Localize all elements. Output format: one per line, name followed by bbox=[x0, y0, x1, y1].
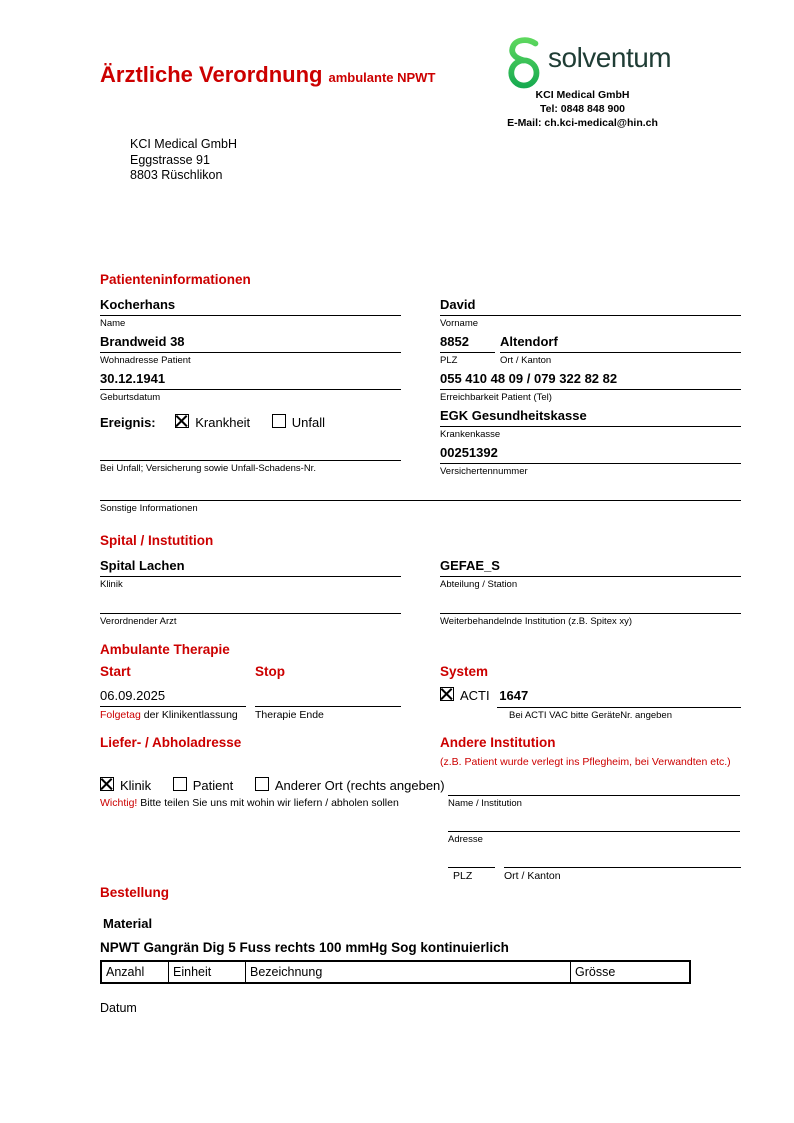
field-weiterbehandelnde bbox=[440, 613, 741, 627]
field-name-label: Name bbox=[100, 318, 126, 329]
contact-tel: Tel: 0848 848 900 bbox=[539, 103, 626, 115]
field-ort bbox=[500, 333, 741, 366]
liefer-option-anderer-ort bbox=[255, 778, 445, 793]
field-geraetenr bbox=[497, 707, 741, 721]
field-krankenkasse-value: EGK Gesundheitskasse bbox=[440, 407, 741, 427]
field-krankenkasse-label: Krankenkasse bbox=[440, 429, 501, 440]
system-row bbox=[440, 687, 528, 703]
contact-block bbox=[470, 88, 695, 130]
checkbox-unfall-label: Unfall bbox=[291, 415, 326, 430]
andere-subheading: (z.B. Patient wurde verlegt ins Pflegheim, bei Verwandten etc.) bbox=[440, 756, 731, 768]
field-abteilung bbox=[440, 557, 741, 590]
material-table bbox=[100, 960, 691, 984]
field-geraetenr-label: Bei ACTI VAC bitte GeräteNr. angeben bbox=[509, 710, 672, 721]
liefer-note-text: Bitte teilen Sie uns mit wohin wir liefern / abholen sollen bbox=[137, 797, 399, 809]
checkbox-liefer-klinik[interactable] bbox=[100, 777, 114, 791]
field-klinik-label: Klinik bbox=[100, 579, 123, 590]
page-title-main: Ärztliche Verordnung bbox=[100, 62, 323, 87]
checkbox-liefer-patient-label: Patient bbox=[192, 778, 234, 793]
field-start-label-red: Folgetag bbox=[100, 709, 141, 721]
solventum-wordmark: solventum bbox=[548, 42, 672, 73]
field-andere-plz bbox=[448, 867, 495, 882]
field-ort-value: Altendorf bbox=[500, 333, 741, 353]
contact-email: E-Mail: ch.kci-medical@hin.ch bbox=[507, 117, 658, 129]
field-andere-adresse bbox=[448, 831, 740, 845]
checkbox-krankheit-label: Krankheit bbox=[195, 415, 251, 430]
field-abteilung-label: Abteilung / Station bbox=[440, 579, 518, 590]
field-erreichbarkeit bbox=[440, 370, 741, 403]
field-stop-label: Therapie Ende bbox=[255, 709, 324, 721]
field-andere-adresse-label: Adresse bbox=[448, 834, 483, 845]
column-header-groesse: Grösse bbox=[571, 961, 691, 983]
field-wohnadresse bbox=[100, 333, 401, 366]
liefer-options-row bbox=[100, 777, 463, 793]
field-wohnadresse-value: Brandweid 38 bbox=[100, 333, 401, 353]
field-wohnadresse-label: Wohnadresse Patient bbox=[100, 355, 191, 366]
liefer-option-klinik bbox=[100, 778, 155, 793]
field-abteilung-value: GEFAE_S bbox=[440, 557, 741, 577]
column-header-anzahl: Anzahl bbox=[101, 961, 169, 983]
sender-company: KCI Medical GmbH bbox=[130, 137, 237, 151]
ereignis-option-unfall bbox=[272, 415, 325, 430]
field-sonstige bbox=[100, 500, 741, 514]
field-start bbox=[100, 687, 246, 721]
field-name-value: Kocherhans bbox=[100, 296, 401, 316]
subheading-start: Start bbox=[100, 664, 131, 679]
field-andere-name-label: Name / Institution bbox=[448, 798, 522, 809]
column-header-bezeichnung: Bezeichnung bbox=[246, 961, 571, 983]
field-klinik bbox=[100, 557, 401, 590]
solventum-logo-icon bbox=[505, 36, 547, 92]
field-arzt-label: Verordnender Arzt bbox=[100, 616, 177, 627]
datum-label: Datum bbox=[100, 1001, 137, 1015]
ereignis-row bbox=[100, 414, 343, 430]
field-stop bbox=[255, 687, 401, 721]
field-vorname-value: David bbox=[440, 296, 741, 316]
field-geburtsdatum bbox=[100, 370, 401, 403]
checkbox-acti-label: ACTI bbox=[460, 688, 490, 703]
checkbox-liefer-anderer-ort-label: Anderer Ort (rechts angeben) bbox=[274, 778, 445, 793]
section-heading-bestellung: Bestellung bbox=[100, 885, 170, 900]
field-name bbox=[100, 296, 401, 329]
sender-address bbox=[130, 137, 237, 184]
field-versichertennummer-value: 00251392 bbox=[440, 444, 741, 464]
field-stop-value[interactable] bbox=[255, 687, 401, 707]
checkbox-liefer-klinik-label: Klinik bbox=[120, 778, 152, 793]
field-andere-ort bbox=[504, 867, 741, 882]
checkbox-acti[interactable] bbox=[440, 687, 454, 701]
field-andere-name bbox=[448, 795, 740, 809]
field-erreichbarkeit-label: Erreichbarkeit Patient (Tel) bbox=[440, 392, 552, 403]
field-klinik-value: Spital Lachen bbox=[100, 557, 401, 577]
field-weiterbehandelnde-label: Weiterbehandelnde Institution (z.B. Spitex xy) bbox=[440, 616, 633, 627]
section-heading-therapie: Ambulante Therapie bbox=[100, 642, 230, 657]
field-arzt bbox=[100, 613, 401, 627]
field-plz-label: PLZ bbox=[440, 355, 458, 366]
field-andere-ort-label: Ort / Kanton bbox=[504, 870, 561, 882]
field-geburtsdatum-label: Geburtsdatum bbox=[100, 392, 161, 403]
contact-company: KCI Medical GmbH bbox=[535, 89, 630, 101]
field-start-label bbox=[100, 707, 246, 721]
liefer-option-patient bbox=[173, 778, 237, 793]
column-header-einheit: Einheit bbox=[169, 961, 246, 983]
field-unfall-nr-label: Bei Unfall; Versicherung sowie Unfall-Schadens-Nr. bbox=[100, 463, 316, 474]
order-description: NPWT Gangrän Dig 5 Fuss rechts 100 mmHg Sog kontinuierlich bbox=[100, 940, 509, 955]
checkbox-krankheit[interactable] bbox=[175, 414, 189, 428]
checkbox-unfall[interactable] bbox=[272, 414, 286, 428]
field-erreichbarkeit-value: 055 410 48 09 / 079 322 82 82 bbox=[440, 370, 741, 390]
subheading-system: System bbox=[440, 664, 489, 679]
field-plz-value: 8852 bbox=[440, 333, 495, 353]
field-versichertennummer bbox=[440, 444, 741, 477]
sender-city: 8803 Rüschlikon bbox=[130, 168, 223, 182]
section-heading-patient: Patienteninformationen bbox=[100, 272, 251, 287]
material-table-header-row bbox=[101, 961, 690, 983]
field-krankenkasse bbox=[440, 407, 741, 440]
ereignis-label: Ereignis: bbox=[100, 415, 156, 430]
liefer-note-important: Wichtig! bbox=[100, 797, 138, 809]
field-start-label-rest: der Klinikentlassung bbox=[140, 709, 238, 721]
section-heading-spital: Spital / Instutition bbox=[100, 533, 214, 548]
sender-street: Eggstrasse 91 bbox=[130, 152, 210, 167]
section-heading-liefer: Liefer- / Abholadresse bbox=[100, 735, 242, 750]
section-heading-andere: Andere Institution bbox=[440, 735, 556, 750]
field-ort-label: Ort / Kanton bbox=[500, 355, 552, 366]
system-device-number: 1647 bbox=[499, 688, 529, 703]
checkbox-liefer-anderer-ort[interactable] bbox=[255, 777, 269, 791]
checkbox-liefer-patient[interactable] bbox=[173, 777, 187, 791]
field-unfall-nr bbox=[100, 460, 401, 474]
field-start-value: 06.09.2025 bbox=[100, 687, 246, 707]
field-vorname bbox=[440, 296, 741, 329]
field-geburtsdatum-value: 30.12.1941 bbox=[100, 370, 401, 390]
field-versichertennummer-label: Versichertennummer bbox=[440, 466, 528, 477]
page-title-suffix: ambulante NPWT bbox=[328, 70, 436, 85]
subheading-stop: Stop bbox=[255, 664, 285, 679]
field-plz bbox=[440, 333, 495, 366]
liefer-note bbox=[100, 797, 399, 809]
material-label: Material bbox=[103, 916, 153, 931]
field-vorname-label: Vorname bbox=[440, 318, 479, 329]
field-sonstige-label: Sonstige Informationen bbox=[100, 503, 198, 514]
page-title bbox=[100, 62, 435, 88]
ereignis-option-krankheit bbox=[175, 415, 254, 430]
field-andere-plz-label: PLZ bbox=[453, 870, 473, 882]
